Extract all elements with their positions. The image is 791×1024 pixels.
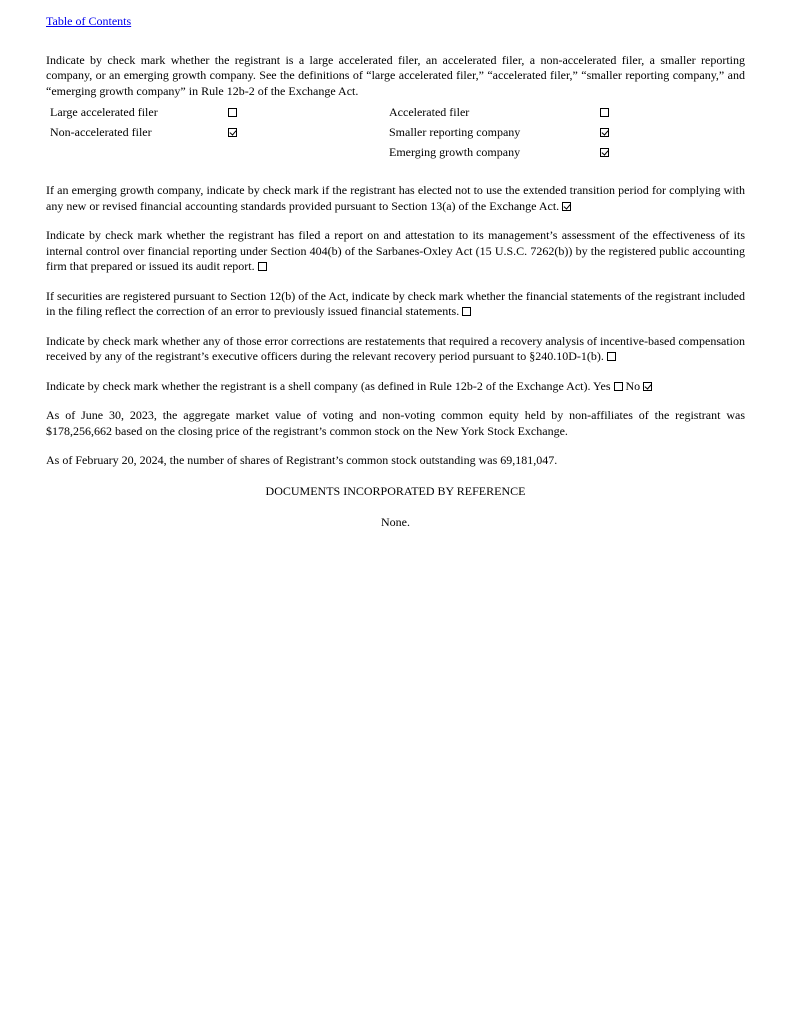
filer-row-3: [46, 143, 745, 163]
extended-transition-checkbox[interactable]: [562, 202, 571, 211]
large-accelerated-filer-label: Large accelerated filer: [50, 105, 158, 120]
filer-status-table: [46, 103, 745, 163]
shares-outstanding-paragraph: As of February 20, 2024, the number of shares of Registrant’s common stock outstanding was 69,181,047.: [46, 453, 558, 467]
shell-no-label: No: [625, 378, 641, 393]
shell-company-text: Indicate by check mark whether the registrant is a shell company (as defined in Rule 12b-2 of the Exchange Act).: [46, 378, 591, 393]
shell-yes-checkbox[interactable]: [614, 382, 623, 391]
shell-no-checkbox[interactable]: [643, 382, 652, 391]
emerging-growth-transition-paragraph: [46, 183, 745, 214]
error-correction-checkbox[interactable]: [462, 307, 471, 316]
document-page: [46, 14, 745, 531]
shell-yes-label: Yes: [593, 378, 611, 393]
non-accelerated-filer-label: Non-accelerated filer: [50, 125, 152, 140]
smaller-reporting-company-label: Smaller reporting company: [389, 125, 521, 140]
filer-status-instructions: Indicate by check mark whether the registrant is a large accelerated filer, an accelerated filer, a non-accelerated filer, a smaller reporting company, or an emerging growth company. See the definitions of “large accelerated filer,” “accelerated filer,” “smaller reporting company,” and “emerging growth company” in Rule 12b-2 of the Exchange Act.: [46, 52, 745, 98]
non-accelerated-filer-checkbox[interactable]: [228, 128, 237, 137]
large-accelerated-filer-checkbox[interactable]: [228, 108, 237, 117]
documents-incorporated-value: None.: [381, 515, 410, 529]
emerging-growth-company-label: Emerging growth company: [389, 145, 521, 160]
shell-company-paragraph: [46, 379, 745, 395]
emerging-growth-company-checkbox[interactable]: [600, 148, 609, 157]
smaller-reporting-company-checkbox[interactable]: [600, 128, 609, 137]
auditor-attestation-text: Indicate by check mark whether the registrant has filed a report on and attestation to its management’s assessment of the effectiveness of its internal control over financial reporting under Section 404(b) of the Sarbanes-Oxley Act (15 U.S.C. 7262(b)) by the registered public accounting firm that prepared or issued its audit report.: [46, 228, 745, 273]
filer-row-1: [46, 103, 745, 123]
filer-row-2: [46, 123, 745, 143]
documents-incorporated-heading: DOCUMENTS INCORPORATED BY REFERENCE: [265, 483, 526, 498]
table-of-contents-link[interactable]: Table of Contents: [46, 14, 132, 28]
recovery-analysis-checkbox[interactable]: [607, 352, 616, 361]
market-value-paragraph: As of June 30, 2023, the aggregate market value of voting and non-voting common equity held by non-affiliates of the registrant was $178,256,662 based on the closing price of the registrant’s common stock on the New York Stock Exchange.: [46, 408, 745, 438]
accelerated-filer-label: Accelerated filer: [389, 105, 470, 120]
restatement-paragraph: [46, 334, 745, 365]
auditor-attestation-paragraph: [46, 228, 745, 275]
securities-correction-text: If securities are registered pursuant to Section 12(b) of the Act, indicate by check mark whether the financial statements of the registrant included in the filing reflect the correction of an error to previously issued financial statements.: [46, 288, 745, 318]
securities-correction-paragraph: [46, 289, 745, 320]
accelerated-filer-checkbox[interactable]: [600, 108, 609, 117]
restatement-text: Indicate by check mark whether any of those error corrections are restatements that required a recovery analysis of incentive-based compensation received by any of the registrant’s executive officers during the relevant recovery period pursuant to §240.10D-1(b).: [46, 333, 745, 363]
auditor-attestation-checkbox[interactable]: [258, 262, 267, 271]
emerging-growth-transition-text: If an emerging growth company, indicate by check mark if the registrant has elected not to use the extended transition period for complying with any new or revised financial accounting standards provided pursuant to Section 13(a) of the Exchange Act.: [46, 183, 745, 213]
